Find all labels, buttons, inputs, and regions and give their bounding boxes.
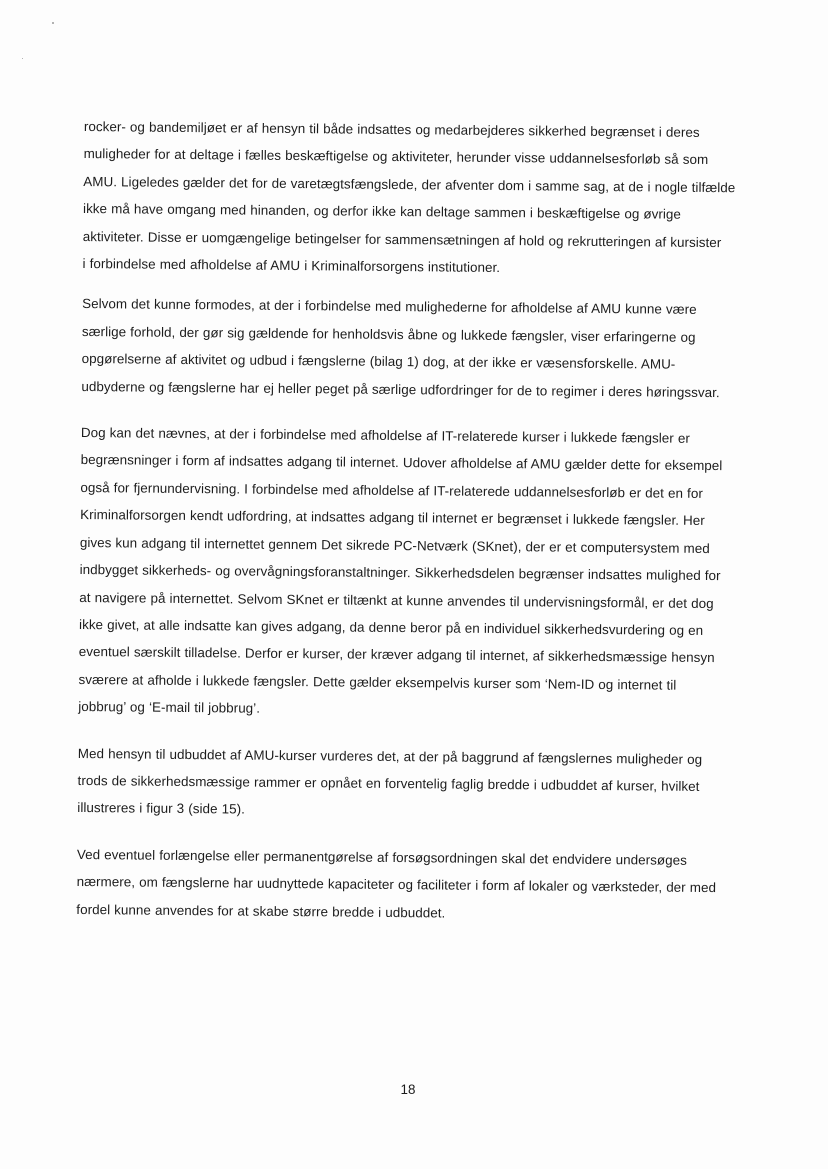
text-line: udbyderne og fængslerne har ej heller peget på særlige udfordringer for de to regimer i deres høringssvar. [81,378,720,400]
scan-speck [22,58,23,59]
body-text [76,113,752,942]
text-line: gives kun adgang til internettet gennem Det sikrede PC-Netværk (SKnet), der er et computersystem med [79,534,710,556]
text-line: i forbindelse med afholdelse af AMU i Kriminalforsorgens institutioner. [82,256,501,276]
text-line: illustreres i figur 3 (side 15). [77,800,245,817]
scan-speck [52,22,54,24]
page-number: 18 [400,1082,416,1097]
text-line: muligheder for at deltage i fælles beskæftigelse og aktiviteter, herunder visse uddannelsesforløb så som [83,146,709,168]
paragraph-1 [82,113,752,284]
text-line: ikke må have omgang med hinanden, og derfor ikke kan deltage sammen i beskæftigelse og øvrige [83,201,682,222]
text-line: ikke givet, at alle indsatte kan gives adgang, da denne beror på en individuel sikkerhedsvurdering og en [79,616,704,638]
text-line: Selvom det kunne formodes, at der i forbindelse med mulighederne for afholdelse af AMU kunne være [82,296,697,318]
text-line: Dog kan det nævnes, at der i forbindelse med afholdelse af IT-relaterede kurser i lukkede fængsler er [80,425,691,446]
paragraph-3 [78,419,749,727]
text-line: trods de sikkerhedsmæssige rammer er opnået en forventelig faglig bredde i udbuddet af kurser, hvilket [77,772,700,794]
text-line: jobbrug’ og ‘E-mail til jobbrug’. [78,699,261,716]
text-line: fordel kunne anvendes for at skabe større bredde i udbuddet. [76,901,446,921]
paragraph-5 [76,841,745,930]
text-line: opgørelserne af aktivitet og udbud i fængslerne (bilag 1) dog, at der ikke er væsensforskelle. AMU- [81,351,676,372]
text-line: eventuel særskilt tilladelse. Derfor er kurser, der kræver adgang til internet, af sikkerhedsmæssige hensyn [78,644,715,666]
text-line: Ved eventuel forlængelse eller permanentgørelse af forsøgsordningen skal det endvidere undersøges [76,846,687,868]
text-line: også for fjernundervisning. I forbindelse med afholdelse af IT-relaterede uddannelsesforløb er det en for [80,479,703,501]
text-line: aktiviteter. Disse er uomgængelige betingelser for sammensætningen af hold og rekrutteringen af kursister [82,228,722,250]
text-line: Kriminalforsorgen kendt udfordring, at indsattes adgang til internet er begrænset i lukkede fængsler. Her [80,507,705,529]
text-line: Med hensyn til udbuddet af AMU-kurser vurderes det, at der på baggrund af fængslernes muligheder og [77,745,703,767]
text-line: rocker- og bandemiljøet er af hensyn til både indsattes og medarbejderes sikkerhed begrænset i deres [83,118,700,140]
text-line: indbygget sikkerheds- og overvågningsforanstaltninger. Sikkerhedsdelen begrænser indsattes mulighed for [79,562,721,584]
text-line: særlige forhold, der gør sig gældende for henholdsvis åbne og lukkede fængsler, viser erfaringerne og [81,323,696,345]
text-line: nærmere, om fængslerne har uudnyttede kapaciteter og faciliteter i form af lokaler og værksteder, der med [76,874,717,896]
text-line: AMU. Ligeledes gælder det for de varetægtsfængslede, der afventer dom i samme sag, at de i nogle tilfælde [83,173,736,196]
paragraph-2 [81,290,750,406]
text-line: sværere at afholde i lukkede fængsler. Dette gælder eksempelvis kurser som ‘Nem-ID og internet til [78,671,677,693]
text-line: at navigere på internettet. Selvom SKnet er tiltænkt at kunne anvendes til undervisningsformål, er det dog [79,589,714,611]
paragraph-4 [77,740,746,829]
text-line: begrænsninger i form af indsattes adgang til internet. Udover afholdelse af AMU gælder dette for eksempel [80,452,723,474]
